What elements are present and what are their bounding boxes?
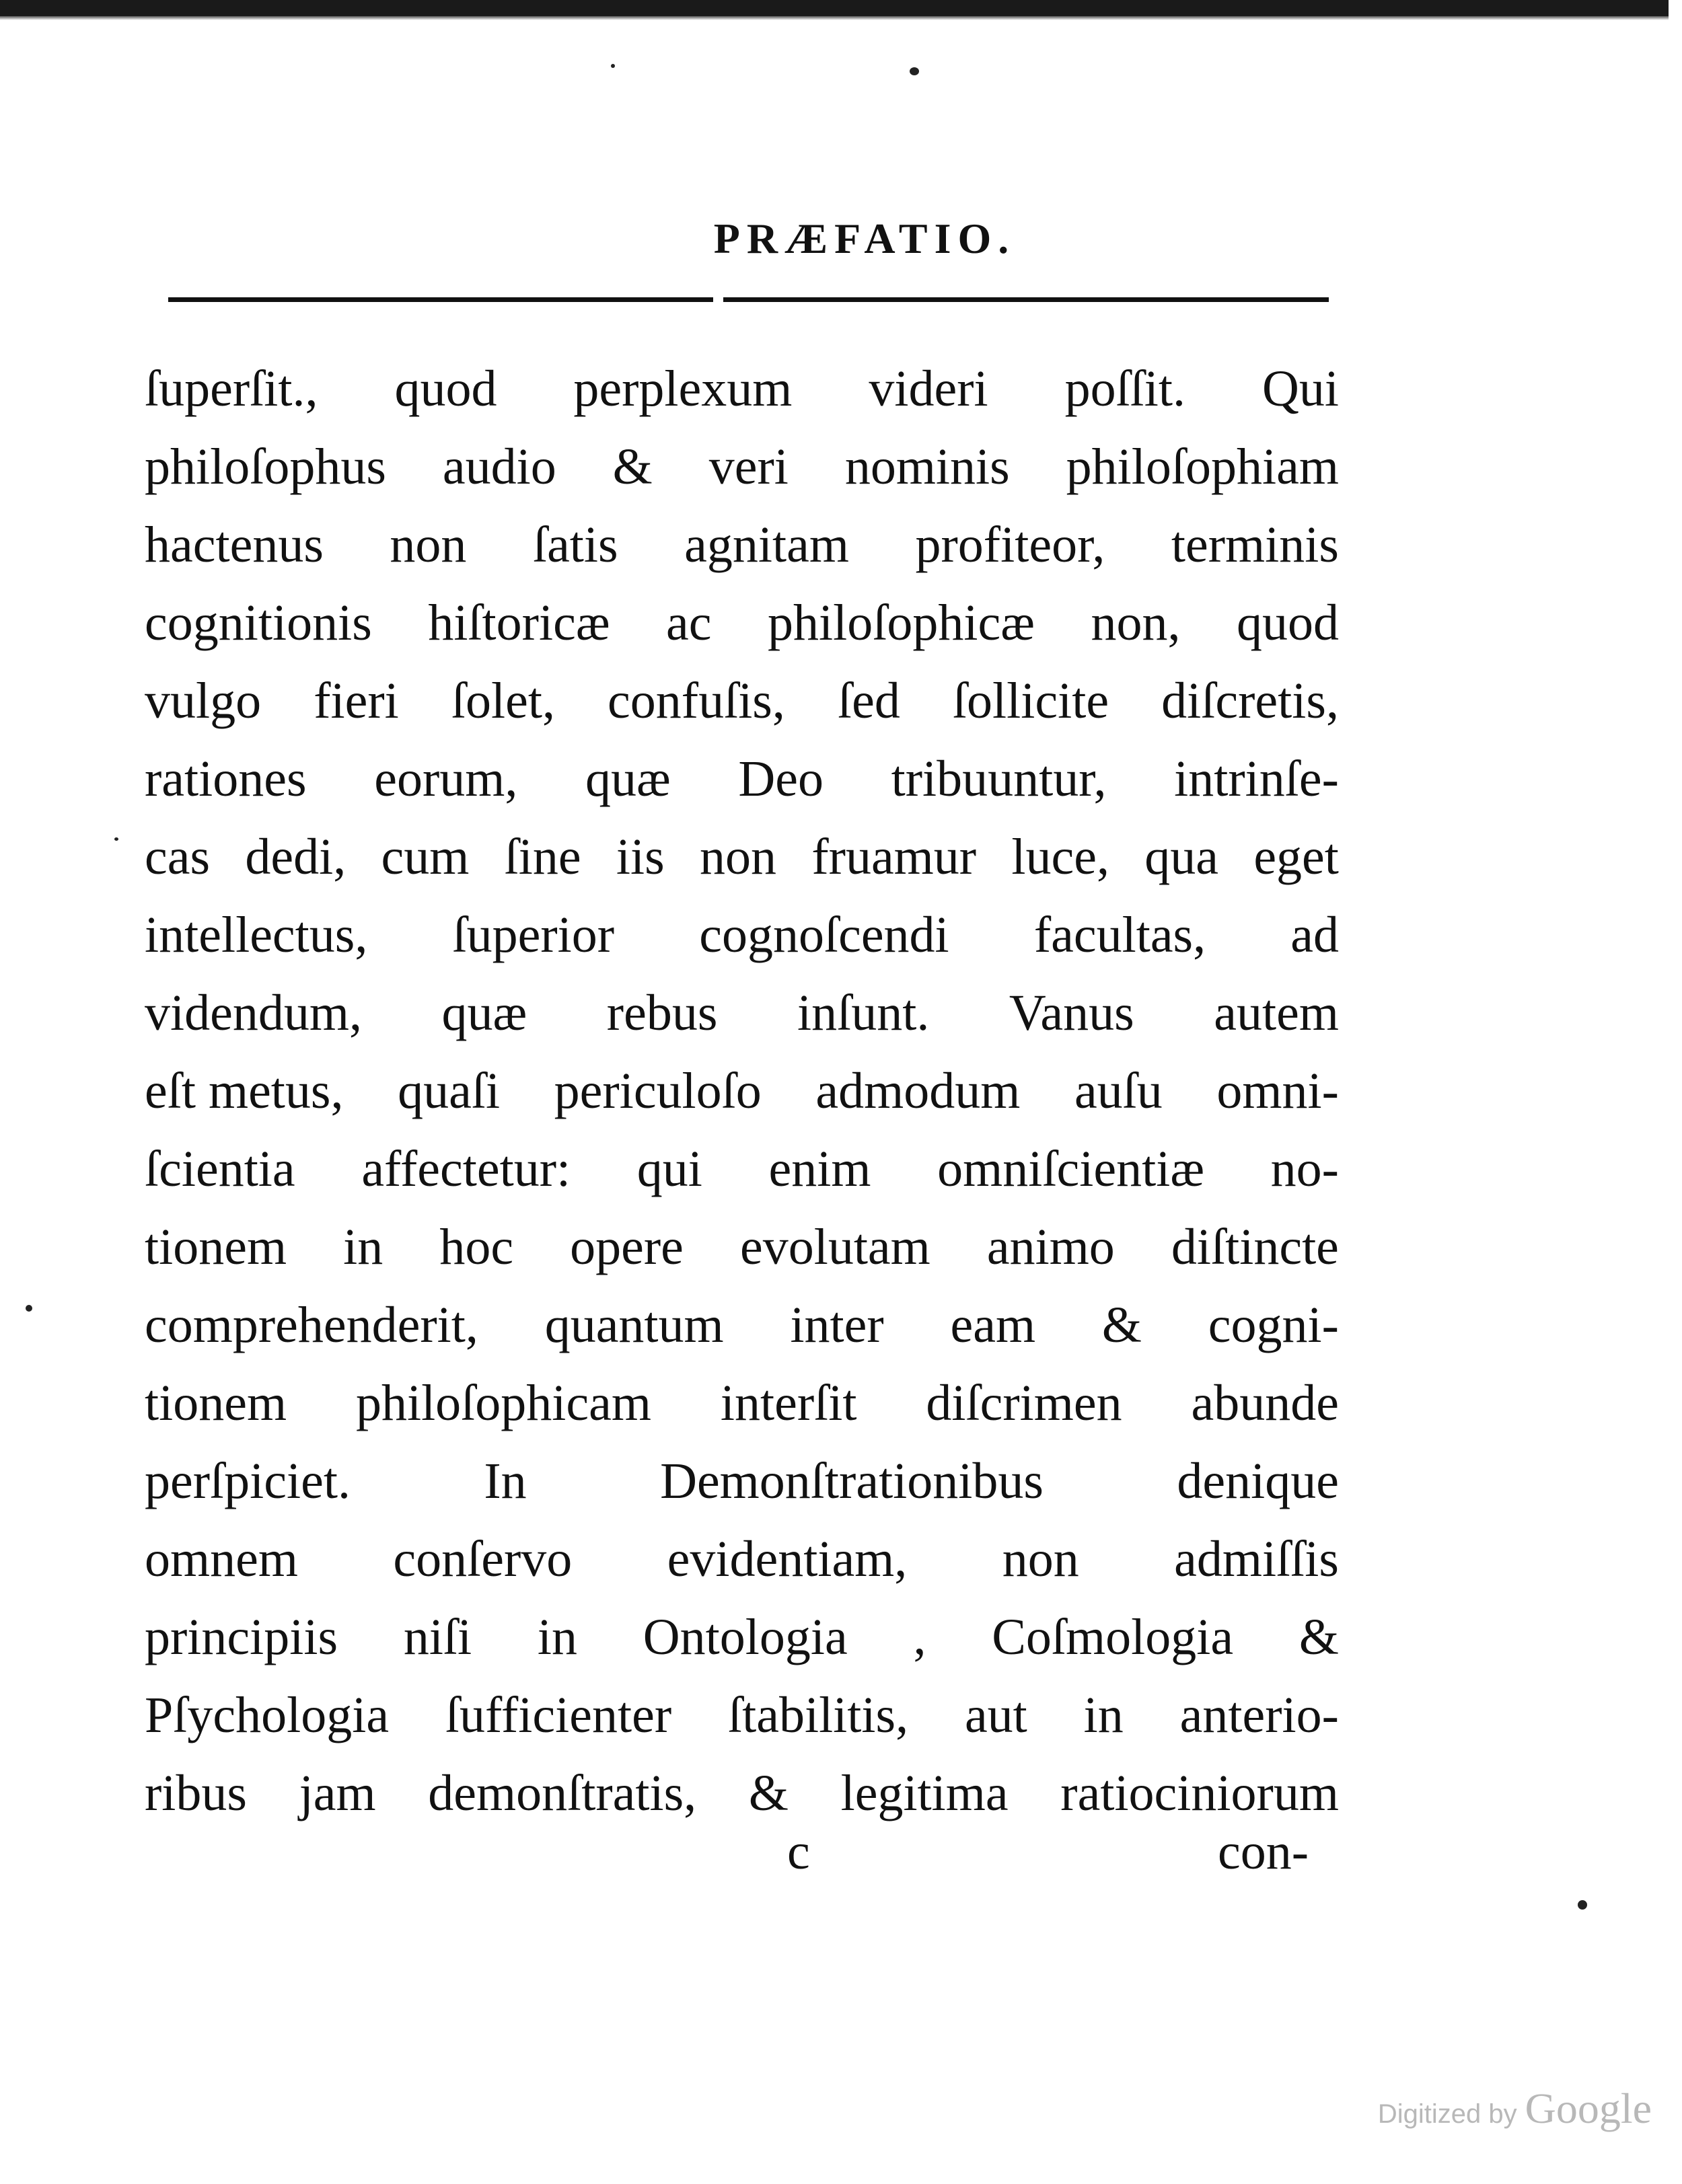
word: non — [1002, 1531, 1079, 1587]
text-line — [145, 428, 1339, 506]
word: terminis — [1171, 517, 1339, 573]
word: anterio- — [1179, 1687, 1339, 1743]
word: philoſophicam — [355, 1375, 651, 1431]
word: inter — [790, 1297, 884, 1353]
word: philoſophiam — [1066, 439, 1339, 495]
word: hactenus — [145, 517, 324, 573]
word: Deo — [738, 751, 824, 807]
word: & — [748, 1765, 789, 1821]
speck — [910, 67, 919, 75]
word: facultas, — [1033, 907, 1206, 963]
word: evolutam — [739, 1219, 930, 1275]
word: interſit — [720, 1375, 857, 1431]
word: fieri — [314, 673, 399, 729]
scan-top-border-fade — [0, 16, 1669, 20]
word: ſollicite — [952, 673, 1109, 729]
word: ſine — [504, 829, 581, 885]
word: cas — [145, 829, 211, 885]
text-line — [145, 350, 1339, 428]
speck — [26, 1305, 32, 1312]
word: cogni- — [1208, 1297, 1339, 1353]
word: ac — [666, 595, 712, 651]
text-line — [145, 506, 1339, 584]
text-line — [145, 1442, 1339, 1520]
word: animo — [986, 1219, 1115, 1275]
word: Coſmologia — [992, 1609, 1234, 1665]
running-head: PRÆFATIO. — [713, 215, 1016, 262]
scan-top-border — [0, 0, 1669, 16]
word: ſtabilitis, — [727, 1687, 909, 1743]
word: dedi, — [245, 829, 346, 885]
word: inſunt. — [797, 985, 930, 1041]
word: tionem — [145, 1375, 287, 1431]
word: legitima — [840, 1765, 1009, 1821]
text-line — [145, 1208, 1339, 1286]
word: nominis — [844, 439, 1010, 495]
word: videndum, — [145, 985, 362, 1041]
word: quæ — [585, 751, 671, 807]
word: jam — [299, 1765, 376, 1821]
word: , — [913, 1609, 926, 1665]
word: intrinſe- — [1174, 751, 1339, 807]
word: perſpiciet. — [145, 1453, 351, 1509]
word: auſu — [1074, 1063, 1163, 1119]
word: eorum, — [374, 751, 518, 807]
word: qua — [1144, 829, 1219, 885]
word: affectetur: — [361, 1141, 571, 1197]
word: audio — [442, 439, 556, 495]
word: ſed — [837, 673, 900, 729]
word: eget — [1253, 829, 1339, 885]
word: hiſtoricæ — [428, 595, 610, 651]
word: diſcretis, — [1161, 673, 1339, 729]
word: no- — [1270, 1141, 1339, 1197]
text-line — [145, 1520, 1339, 1598]
word: & — [1101, 1297, 1142, 1353]
word: diſcrimen — [926, 1375, 1122, 1431]
word: tionem — [145, 1219, 287, 1275]
word: cum — [381, 829, 470, 885]
text-line — [145, 1052, 1339, 1130]
text-line — [145, 974, 1339, 1052]
word: In — [484, 1453, 527, 1509]
text-line — [145, 584, 1339, 662]
word: conſervo — [393, 1531, 573, 1587]
word: fruamur — [811, 829, 977, 885]
word: videri — [869, 361, 988, 417]
word: philoſophus — [145, 439, 386, 495]
text-line — [145, 662, 1339, 740]
text-line — [145, 1130, 1339, 1208]
word: ribus — [145, 1765, 247, 1821]
word: philoſophicæ — [768, 595, 1035, 651]
word: tribuuntur, — [891, 751, 1107, 807]
word: abunde — [1191, 1375, 1339, 1431]
word: aut — [964, 1687, 1027, 1743]
word: hoc — [439, 1219, 514, 1275]
word: non — [390, 517, 467, 573]
word: Qui — [1262, 361, 1339, 417]
word: Pſychologia — [145, 1687, 390, 1743]
text-line — [145, 1364, 1339, 1442]
word: autem — [1214, 985, 1339, 1041]
word: ſufficienter — [445, 1687, 672, 1743]
word: diſtincte — [1171, 1219, 1339, 1275]
word: luce, — [1011, 829, 1109, 885]
word: & — [1299, 1609, 1339, 1665]
word: evidentiam, — [667, 1531, 908, 1587]
word: & — [612, 439, 653, 495]
word: confuſis, — [608, 673, 785, 729]
word: omni- — [1216, 1063, 1339, 1119]
speck — [1578, 1900, 1587, 1910]
word: ſolet, — [451, 673, 555, 729]
word: Demonſtrationibus — [660, 1453, 1044, 1509]
word: denique — [1177, 1453, 1339, 1509]
text-line — [145, 740, 1339, 818]
word: opere — [570, 1219, 684, 1275]
word: eſt metus, — [145, 1063, 344, 1119]
word: vulgo — [145, 673, 262, 729]
text-line — [145, 1754, 1339, 1832]
word: rationes — [145, 751, 307, 807]
text-line — [145, 818, 1339, 896]
watermark-prefix: Digitized by — [1377, 2099, 1517, 2129]
word: ratiociniorum — [1060, 1765, 1339, 1821]
word: qui — [636, 1141, 702, 1197]
word: comprehenderit, — [145, 1297, 478, 1353]
word: periculoſo — [554, 1063, 762, 1119]
word: perplexum — [573, 361, 793, 417]
word: admodum — [815, 1063, 1021, 1119]
word: quantum — [544, 1297, 724, 1353]
word: quod — [394, 361, 497, 417]
word: poſſit. — [1064, 361, 1186, 417]
word: ad — [1290, 907, 1339, 963]
word: quæ — [441, 985, 527, 1041]
word: omnem — [145, 1531, 298, 1587]
word: in — [537, 1609, 578, 1665]
word: rebus — [606, 985, 718, 1041]
word: principiis — [145, 1609, 338, 1665]
word: agnitam — [684, 517, 849, 573]
catchword: con- — [1218, 1823, 1309, 1880]
word: enim — [768, 1141, 871, 1197]
text-line — [145, 1286, 1339, 1364]
word: niſi — [403, 1609, 472, 1665]
text-line — [145, 1676, 1339, 1754]
word: eam — [950, 1297, 1036, 1353]
word: non — [700, 829, 777, 885]
digitized-watermark — [1378, 2084, 1652, 2134]
body-text — [145, 350, 1339, 1832]
word: cognitionis — [145, 595, 372, 651]
word: in — [1083, 1687, 1124, 1743]
text-line — [145, 1598, 1339, 1676]
speck — [114, 837, 118, 841]
word: quod — [1237, 595, 1339, 651]
head-rule-right — [723, 297, 1329, 302]
word: iis — [616, 829, 665, 885]
word: admiſſis — [1174, 1531, 1339, 1587]
word: demonſtratis, — [428, 1765, 697, 1821]
word: ſuperſit., — [145, 361, 318, 417]
word: quaſi — [398, 1063, 501, 1119]
word: ſcientia — [145, 1141, 295, 1197]
speck — [611, 64, 615, 68]
text-line — [145, 896, 1339, 974]
word: cognoſcendi — [699, 907, 949, 963]
head-rule-left — [168, 297, 713, 302]
word: Ontologia — [643, 1609, 848, 1665]
word: intellectus, — [145, 907, 368, 963]
word: Vanus — [1009, 985, 1134, 1041]
word: veri — [708, 439, 789, 495]
word: non, — [1091, 595, 1181, 651]
word: in — [343, 1219, 383, 1275]
google-logo: Google — [1525, 2084, 1652, 2132]
word: ſatis — [532, 517, 618, 573]
word: omniſcientiæ — [937, 1141, 1205, 1197]
signature-mark: c — [787, 1823, 810, 1880]
word: ſuperior — [452, 907, 615, 963]
word: profiteor, — [915, 517, 1105, 573]
